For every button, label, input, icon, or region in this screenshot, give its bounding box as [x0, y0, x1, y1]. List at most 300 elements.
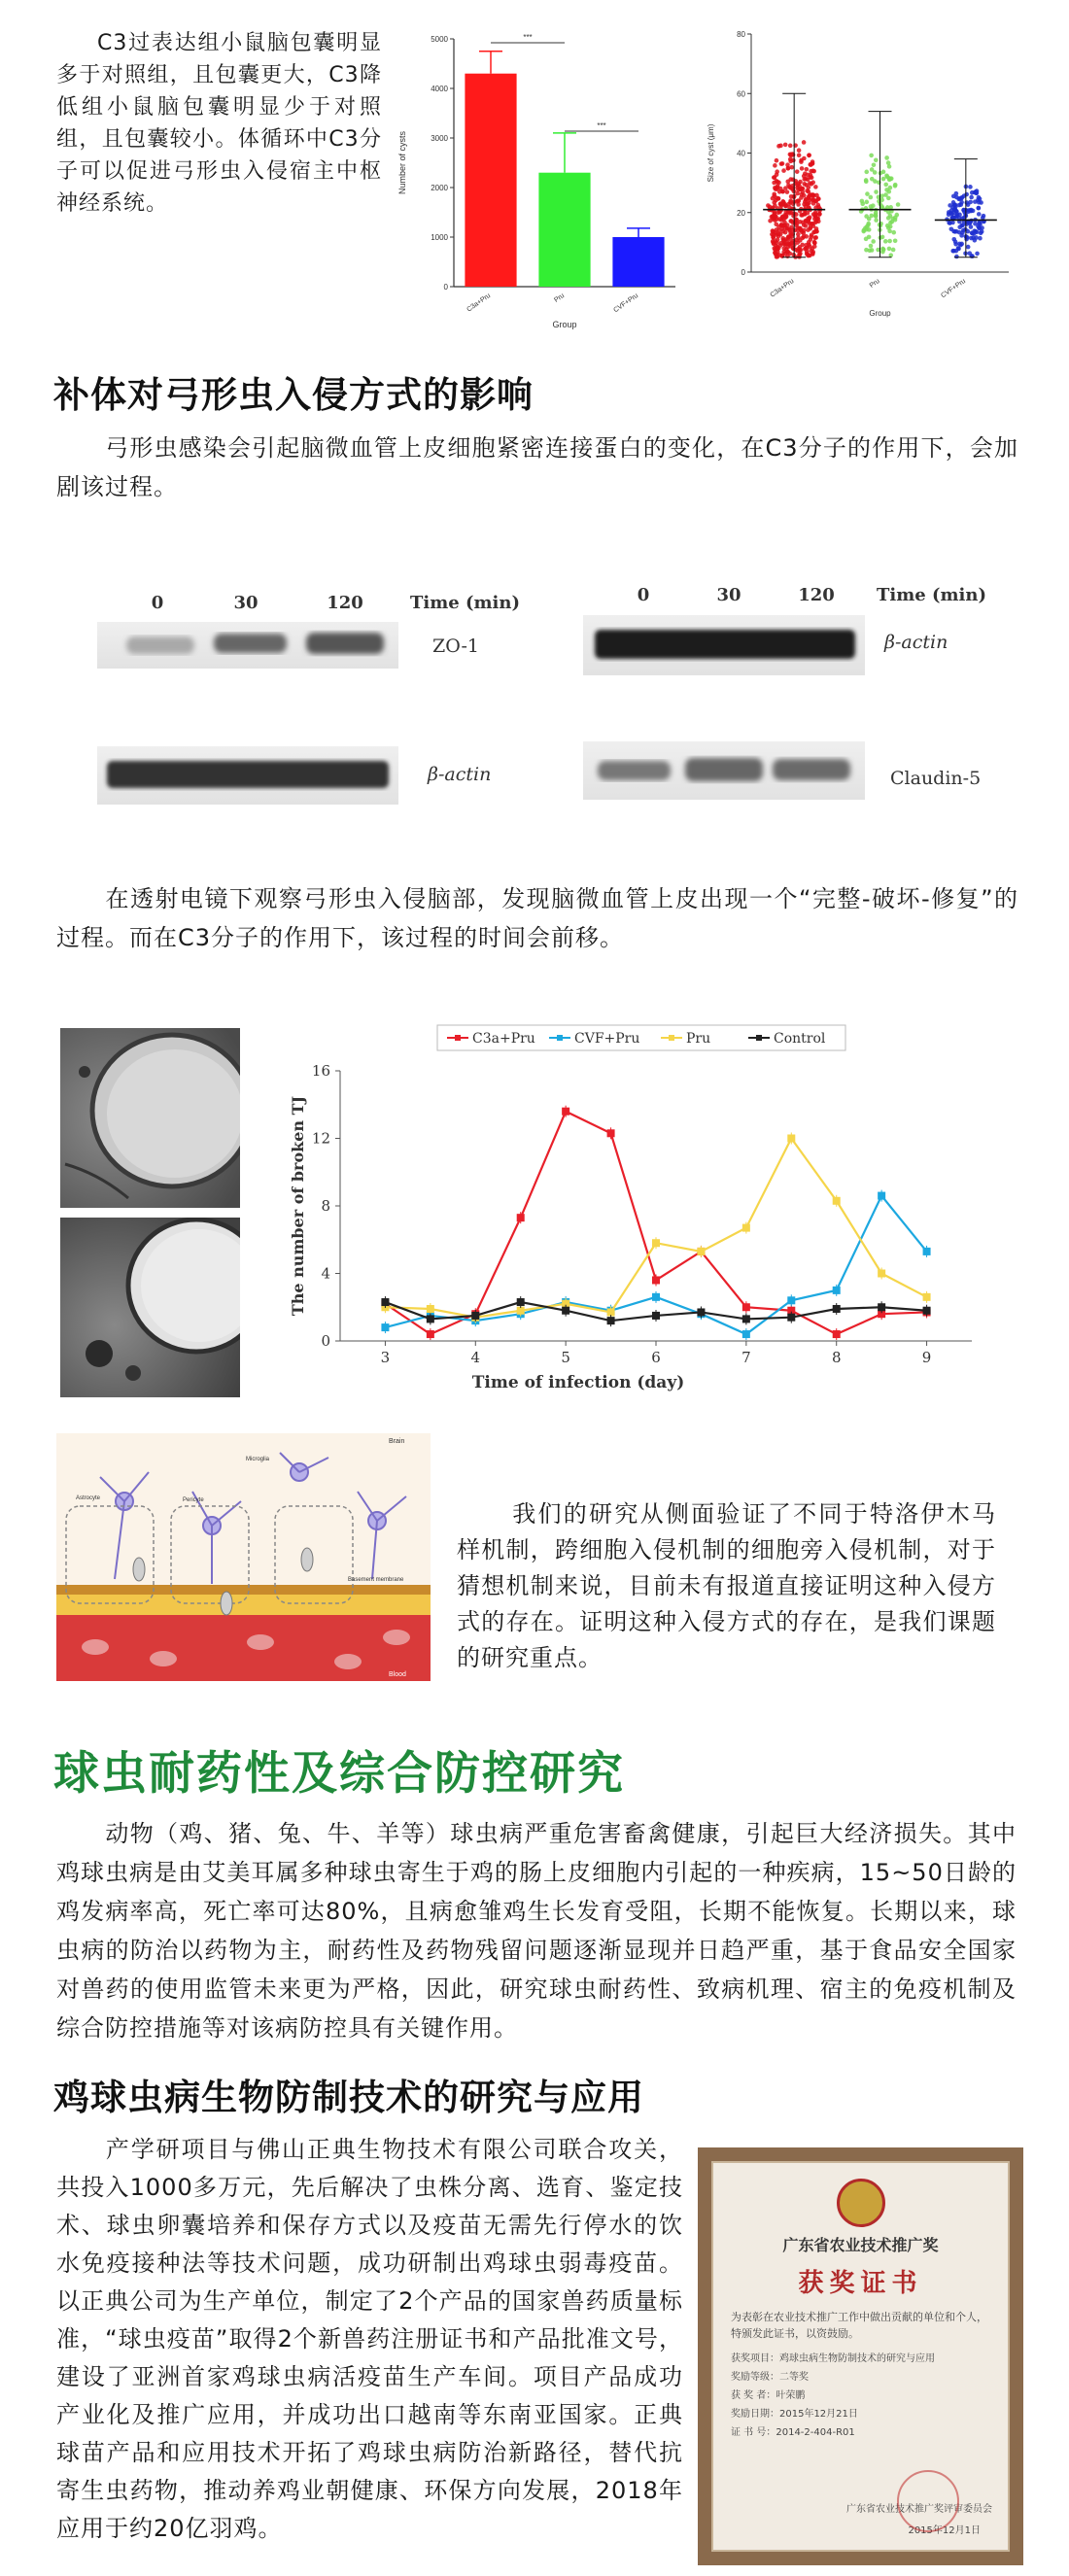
scatter-point	[780, 161, 785, 166]
scatter-point	[813, 185, 818, 189]
scatter-point	[971, 209, 976, 214]
scatter-point	[973, 222, 978, 226]
scatter-point	[771, 240, 776, 245]
bar-y-axis-label: Number of cysts	[397, 130, 407, 195]
scatter-point	[776, 196, 781, 201]
scatter-x-tick-label: Pru	[868, 277, 881, 290]
line-point	[878, 1192, 885, 1200]
scatter-point	[953, 240, 958, 245]
line-series-path	[385, 1139, 926, 1318]
certificate-details	[731, 2350, 990, 2442]
blot-claudin5	[583, 741, 865, 800]
line-legend-label: Pru	[686, 1031, 711, 1047]
line-x-tick-label: 6	[651, 1349, 661, 1366]
certificate-project-row	[731, 2350, 990, 2368]
scatter-point	[964, 200, 969, 205]
scatter-point	[974, 235, 979, 240]
scatter-point	[966, 245, 971, 250]
diagram-label-astrocyte: Astrocyte	[76, 1495, 101, 1501]
scatter-point	[874, 157, 879, 162]
scatter-point	[884, 173, 889, 178]
scatter-point	[776, 181, 781, 186]
scatter-point	[886, 216, 891, 221]
diagram-label-brain: Brain	[389, 1438, 405, 1445]
line-point	[652, 1293, 660, 1301]
line-point	[697, 1248, 705, 1255]
section-title-bio-control: 鸡球虫病生物防制技术的研究与应用	[53, 2077, 644, 2118]
line-x-tick-label: 7	[741, 1349, 751, 1366]
line-point	[652, 1276, 660, 1284]
line-legend-marker	[557, 1035, 563, 1041]
scatter-point	[884, 188, 889, 192]
complement-paragraph-1	[56, 429, 1018, 506]
scatter-point	[808, 222, 812, 226]
scatter-point	[796, 188, 801, 192]
scatter-point	[771, 228, 776, 233]
scatter-point	[807, 240, 811, 245]
line-point	[471, 1312, 479, 1320]
line-point	[787, 1296, 795, 1304]
scatter-point	[812, 235, 817, 240]
line-point	[878, 1303, 885, 1311]
certificate-date-row	[731, 2405, 990, 2423]
certificate-number-row	[731, 2423, 990, 2442]
certificate-winner-row	[731, 2387, 990, 2405]
scatter-point	[891, 248, 896, 253]
scatter-point	[969, 195, 974, 200]
scatter-point	[802, 156, 807, 161]
complement-paragraph-1-text: 弓形虫感染会引起脑微血管上皮细胞紧密连接蛋白的变化，在C3分子的作用下，会加剧该过程。	[56, 434, 1018, 500]
scatter-point	[789, 232, 794, 237]
scatter-point	[773, 163, 777, 168]
scatter-point	[801, 187, 806, 191]
line-point	[517, 1298, 525, 1306]
line-point	[833, 1287, 841, 1294]
scatter-point	[813, 221, 818, 225]
line-x-tick-label: 5	[561, 1349, 570, 1366]
line-point	[427, 1305, 434, 1313]
scatter-point	[782, 241, 787, 246]
scatter-point	[957, 230, 962, 235]
scatter-point	[766, 203, 771, 208]
scatter-point	[802, 140, 807, 145]
scatter-point	[810, 159, 815, 164]
line-y-tick-label: 16	[311, 1062, 330, 1080]
intro-text: C3过表达组小鼠脑包囊明显多于对照组，且包囊更大，C3降低组小鼠脑包囊明显少于对照组，且包囊较小。体循环中C3分子可以促进弓形虫入侵宿主中枢神经系统。	[56, 31, 382, 216]
scatter-y-tick-label: 40	[737, 149, 745, 158]
scatter-y-tick-label: 20	[737, 208, 745, 218]
scatter-point	[798, 226, 803, 231]
bio-control-paragraph-text: 产学研项目与佛山正典生物技术有限公司联合攻关，共投入1000多万元，先后解决了虫株分离、选育、鉴定技术、球虫卵囊培养和保存方式以及疫苗无需先行停水的饮水免疫接种法等技术问题，成功研制出鸡球虫弱毒疫苗。以正典公司为生产单位，制定了2个产品的国家兽药质量标准，“球虫疫苗”取得2个新兽药注册证书和产品批准文号，建设了亚洲首家鸡球虫病活疫苗生产车间。项目产品成功产业化及推广应用，并成功出口越南等东南亚国家。正典球苗产品和应用技术开拓了鸡球虫病防治新路径，替代抗寄生虫药物，推动养鸡业朝健康、环保方向发展，2018年应用于约20亿羽鸡。	[56, 2136, 683, 2542]
scatter-point	[772, 232, 776, 237]
scatter-point	[800, 166, 805, 171]
scatter-x-tick-label: C3a+Pru	[769, 277, 796, 299]
scatter-point	[869, 195, 874, 200]
certificate-number: 2014-2-404-R01	[776, 2427, 855, 2438]
western-blot-panel	[87, 568, 1011, 826]
scatter-point	[968, 200, 973, 205]
line-legend-label: Control	[774, 1031, 826, 1047]
scatter-point	[788, 159, 793, 164]
scatter-x-tick-label: CVF+Pru	[940, 277, 967, 300]
scatter-point	[972, 228, 977, 233]
certificate-header: 广东省农业技术推广奖	[782, 2236, 939, 2254]
scatter-point	[954, 214, 959, 219]
scatter-point	[817, 212, 822, 217]
blot-left-time-30: 30	[233, 593, 259, 613]
bar-y-tick-label: 5000	[431, 35, 448, 44]
scatter-point	[796, 198, 801, 203]
certificate-winner: 叶荣鹏	[776, 2390, 806, 2401]
line-point	[652, 1239, 660, 1247]
scatter-point	[884, 155, 889, 160]
cyst-count-bar-chart	[384, 15, 695, 335]
scatter-point	[874, 211, 879, 216]
line-point	[742, 1330, 750, 1338]
scatter-point	[798, 245, 803, 250]
scatter-point	[798, 220, 803, 224]
diagram-label-blood: Blood	[389, 1671, 406, 1678]
bar-sig-label: ***	[523, 33, 533, 42]
scatter-point	[812, 240, 817, 245]
line-point	[607, 1317, 615, 1324]
scatter-point	[776, 224, 781, 229]
line-point	[923, 1293, 931, 1301]
scatter-point	[864, 170, 869, 175]
section-title-complement: 补体对弓形虫入侵方式的影响	[53, 374, 534, 416]
scatter-point	[956, 197, 961, 202]
scatter-point	[775, 172, 779, 177]
em-micrograph-bottom	[60, 1218, 240, 1397]
scatter-point	[954, 191, 959, 196]
line-legend-marker	[455, 1035, 461, 1041]
line-x-tick-label: 3	[380, 1349, 391, 1366]
line-series-c3a-pru	[381, 1106, 930, 1340]
blot-label-claudin5: Claudin-5	[890, 768, 982, 789]
scatter-point	[978, 236, 983, 241]
scatter-point	[791, 186, 796, 190]
scatter-point	[860, 202, 865, 207]
bar-pru	[538, 173, 590, 287]
scatter-point	[977, 200, 982, 205]
bar-x-axis-label: Group	[552, 320, 577, 329]
scatter-point	[804, 183, 809, 188]
scatter-point	[968, 185, 973, 189]
scatter-point	[797, 153, 802, 157]
certificate-grade-row	[731, 2368, 990, 2387]
scatter-point	[891, 230, 896, 235]
line-x-tick-label: 9	[921, 1349, 932, 1366]
scatter-point	[960, 223, 965, 227]
certificate-inner	[711, 2161, 1010, 2552]
scatter-point	[874, 189, 879, 194]
scatter-point	[874, 218, 879, 223]
scatter-point	[810, 180, 815, 185]
intro-paragraph	[56, 27, 382, 220]
blot-left-time-unit: Time (min)	[410, 593, 521, 613]
scatter-point	[811, 223, 816, 228]
bar-y-tick-label: 0	[443, 283, 448, 292]
line-point	[697, 1308, 705, 1316]
certificate-issue-date: 2015年12月1日	[908, 2525, 981, 2536]
blot-left-beta-actin	[97, 746, 398, 805]
scatter-point	[864, 248, 869, 253]
scatter-point	[954, 249, 959, 254]
bar-y-tick-label: 3000	[431, 134, 448, 143]
scatter-point	[954, 255, 959, 259]
certificate-winner-label: 获 奖 者：	[731, 2390, 776, 2401]
line-point	[562, 1108, 569, 1116]
bbb-invasion-diagram	[56, 1433, 431, 1681]
blot-label-right-beta-actin: β-actin	[884, 632, 948, 653]
line-x-tick-label: 4	[470, 1349, 481, 1366]
scatter-point	[977, 195, 982, 200]
scatter-point	[778, 232, 783, 237]
certificate-body: 为表彰在农业技术推广工作中做出贡献的单位和个人，特颁发此证书，以资鼓励。	[731, 2311, 987, 2340]
scatter-point	[877, 199, 881, 204]
line-point	[833, 1197, 841, 1205]
scatter-point	[773, 251, 777, 256]
line-point	[787, 1314, 795, 1322]
line-point	[923, 1248, 931, 1255]
scatter-y-tick-label: 60	[737, 89, 745, 99]
scatter-point	[865, 224, 870, 229]
section-title-coccidia: 球虫耐药性及综合防控研究	[53, 1747, 625, 1801]
award-certificate	[698, 2147, 1023, 2565]
line-point	[427, 1330, 434, 1338]
scatter-point	[808, 244, 812, 249]
blot-right-time-0: 0	[637, 585, 650, 605]
western-blot-svg	[87, 568, 1011, 826]
certificate-number-label: 证 书 号：	[731, 2427, 776, 2438]
scatter-point	[961, 208, 966, 213]
line-legend-marker	[669, 1035, 674, 1041]
bar-x-tick-label: C3a+Pru	[466, 292, 493, 314]
blot-left-time-0: 0	[151, 593, 164, 613]
scatter-y-axis-label: Size of cyst (μm)	[707, 123, 715, 183]
scatter-point	[961, 228, 966, 233]
line-legend-label: CVF+Pru	[574, 1031, 640, 1047]
scatter-point	[780, 202, 785, 207]
scatter-point	[810, 198, 815, 203]
scatter-point	[781, 168, 786, 173]
scatter-point	[976, 206, 981, 211]
scatter-point	[949, 212, 954, 217]
scatter-point	[814, 229, 819, 234]
bar-y-tick-label: 4000	[431, 85, 448, 93]
line-x-tick-label: 8	[831, 1349, 842, 1366]
scatter-point	[980, 229, 984, 234]
scatter-point	[893, 218, 898, 223]
scatter-point	[773, 211, 777, 216]
scatter-point	[887, 247, 892, 252]
certificate-title: 获奖证书	[798, 2269, 923, 2298]
scatter-point	[949, 226, 954, 231]
line-y-tick-label: 4	[321, 1264, 330, 1283]
scatter-point	[795, 169, 800, 174]
scatter-point	[970, 190, 975, 195]
scatter-point	[806, 173, 810, 178]
scatter-point	[805, 252, 810, 257]
line-y-tick-label: 8	[321, 1197, 330, 1215]
scatter-point	[948, 203, 952, 208]
scatter-point	[772, 191, 776, 196]
scatter-point	[870, 167, 875, 172]
blot-right-time-120: 120	[798, 585, 835, 605]
scatter-point	[888, 221, 893, 225]
scatter-point	[797, 253, 802, 258]
scatter-point	[785, 250, 790, 255]
scatter-point	[871, 239, 876, 244]
scatter-point	[807, 153, 811, 157]
blot-zo1	[97, 622, 398, 669]
scatter-point	[797, 148, 802, 153]
line-y-tick-label: 0	[321, 1332, 330, 1350]
scatter-point	[864, 237, 869, 242]
scatter-point	[815, 196, 820, 201]
scatter-point	[768, 219, 773, 223]
scatter-point	[811, 169, 816, 174]
scatter-point	[881, 248, 886, 253]
certificate-project-label: 获奖项目：	[731, 2353, 779, 2364]
scatter-point	[791, 207, 796, 212]
scatter-point	[783, 143, 788, 148]
scatter-point	[865, 191, 870, 196]
line-point	[381, 1298, 389, 1306]
scatter-point	[788, 200, 793, 205]
cyst-size-scatter-chart	[698, 15, 1028, 335]
line-y-axis-label: The number of broken TJ	[289, 1095, 307, 1317]
line-point	[833, 1330, 841, 1338]
scatter-point	[873, 179, 878, 184]
blot-right-beta-actin	[583, 615, 865, 675]
line-point	[878, 1270, 885, 1278]
line-point	[742, 1315, 750, 1322]
complement-paragraph-2-text: 在透射电镜下观察弓形虫入侵脑部，发现脑微血管上皮出现一个“完整-破坏-修复”的过程。而在C3分子的作用下，该过程的时间会前移。	[56, 885, 1018, 951]
scatter-point	[964, 192, 969, 197]
scatter-point	[772, 215, 776, 220]
line-point	[427, 1315, 434, 1322]
blot-left-time-120: 120	[327, 593, 363, 613]
scatter-point	[805, 189, 810, 193]
line-point	[517, 1214, 525, 1221]
scatter-point	[958, 243, 963, 248]
invasion-paragraph-text: 我们的研究从侧面验证了不同于特洛伊木马样机制，跨细胞入侵机制的细胞旁入侵机制，对于猜想机制来说，目前未有报道直接证明这种入侵方式的存在。证明这种入侵方式的存在，是我们课题的研究重点。	[457, 1500, 996, 1671]
line-point	[742, 1224, 750, 1232]
line-y-tick-label: 12	[311, 1129, 330, 1148]
scatter-point	[775, 158, 779, 163]
bar-y-tick-label: 2000	[431, 184, 448, 192]
certificate-emblem	[837, 2179, 885, 2227]
scatter-point	[975, 190, 980, 195]
line-point	[607, 1129, 615, 1137]
scatter-point	[791, 247, 796, 252]
blot-right-time-30: 30	[716, 585, 741, 605]
scatter-point	[886, 160, 891, 165]
scatter-point	[958, 202, 963, 207]
diagram-label-microglia: Microglia	[246, 1457, 270, 1462]
bar-x-tick-label: Pru	[553, 292, 567, 304]
blot-label-zo1: ZO-1	[432, 635, 479, 657]
scatter-point	[950, 221, 955, 225]
line-x-axis-label: Time of infection (day)	[471, 1373, 685, 1392]
em-micrograph-top	[60, 1028, 240, 1208]
diagram-label-pericyte: Pericyte	[183, 1497, 204, 1503]
scatter-point	[893, 183, 898, 188]
scatter-point	[786, 166, 791, 171]
scatter-point	[771, 196, 776, 201]
line-legend	[437, 1025, 845, 1050]
scatter-point	[812, 244, 817, 249]
scatter-point	[795, 183, 800, 188]
scatter-point	[975, 252, 980, 257]
scatter-point	[880, 235, 885, 240]
scatter-point	[808, 215, 812, 220]
blot-right-time-unit: Time (min)	[877, 585, 987, 605]
scatter-point	[788, 144, 793, 149]
coccidia-paragraph-text: 动物（鸡、猪、兔、牛、羊等）球虫病严重危害畜禽健康，引起巨大经济损失。其中鸡球虫病是由艾美耳属多种球虫寄生于鸡的肠上皮细胞内引起的一种疾病，15~50日龄的鸡发病率高，死亡率可达80%，且病愈雏鸡生长发育受阻，长期不能恢复。长期以来，球虫病的防治以药物为主，耐药性及药物残留问题逐渐显现并日趋严重，基于食品安全国家对兽药的使用监管未来更为严格，因此，研究球虫耐药性、致病机理、宿主的免疫机制及综合防控措施等对该病防控具有关键作用。	[56, 1820, 1017, 2042]
scatter-point	[805, 167, 810, 172]
scatter-y-tick-label: 0	[741, 268, 745, 277]
scatter-point	[775, 246, 779, 251]
scatter-point	[869, 244, 874, 249]
certificate-seal	[897, 2470, 959, 2532]
scatter-point	[804, 246, 809, 251]
line-point	[923, 1307, 931, 1315]
scatter-point	[982, 214, 986, 219]
scatter-point	[978, 222, 983, 226]
scatter-point	[864, 180, 869, 185]
scatter-point	[802, 234, 807, 239]
scatter-point	[788, 177, 793, 182]
line-point	[787, 1135, 795, 1143]
scatter-point	[785, 189, 790, 194]
scatter-y-tick-label: 80	[737, 30, 745, 39]
scatter-point	[883, 239, 888, 244]
line-point	[652, 1312, 660, 1320]
scatter-point	[883, 183, 888, 188]
certificate-project: 鸡球虫病生物防制技术的研究与应用	[779, 2353, 935, 2364]
scatter-point	[799, 213, 804, 218]
bar-y-tick-label: 1000	[431, 233, 448, 242]
line-point	[562, 1307, 569, 1315]
scatter-point	[788, 219, 793, 223]
diagram-label-basement-membrane: Basement membrane	[348, 1577, 404, 1583]
certificate-grade-label: 奖励等级：	[731, 2372, 779, 2383]
bio-control-paragraph	[56, 2131, 683, 2548]
scatter-point	[807, 193, 811, 198]
scatter-point	[973, 199, 978, 204]
line-legend-marker	[756, 1035, 762, 1041]
complement-paragraph-2	[56, 879, 1018, 957]
certificate-grade: 二等奖	[779, 2372, 809, 2383]
scatter-point	[893, 239, 898, 244]
coccidia-paragraph	[56, 1814, 1017, 2047]
line-legend-label: C3a+Pru	[472, 1031, 535, 1047]
scatter-point	[778, 144, 783, 149]
scatter-point	[776, 186, 780, 190]
scatter-point	[789, 154, 794, 158]
scatter-point	[881, 177, 886, 182]
certificate-issuer: 广东省农业技术推广奖评审委员会	[846, 2504, 992, 2515]
scatter-point	[810, 232, 814, 237]
scatter-point	[772, 200, 776, 205]
certificate-date: 2015年12月21日	[779, 2409, 858, 2420]
scatter-point	[977, 212, 982, 217]
scatter-point	[864, 200, 869, 205]
scatter-point	[883, 192, 888, 197]
line-point	[833, 1305, 841, 1313]
